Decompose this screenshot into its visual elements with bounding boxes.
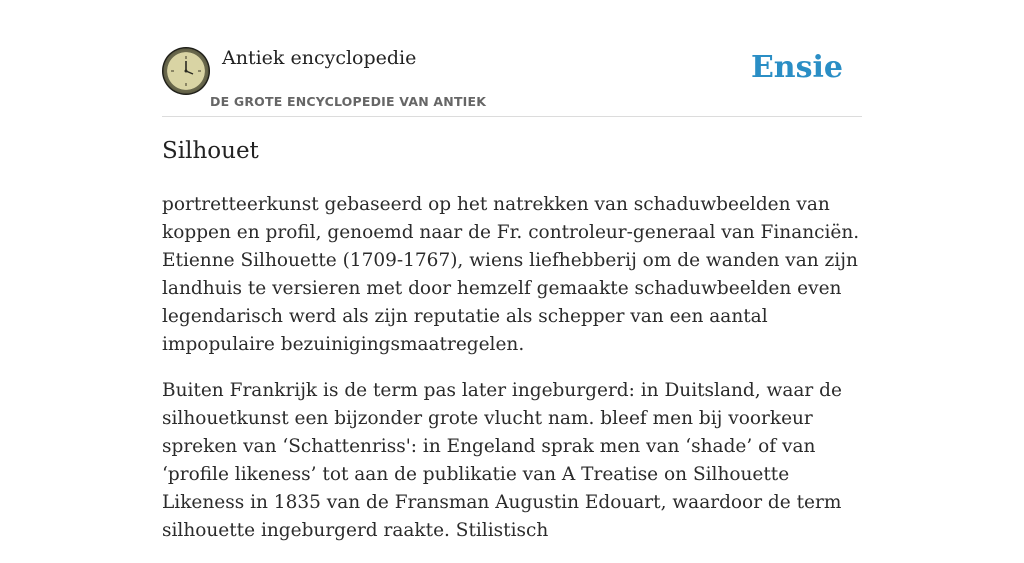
clock-icon[interactable]	[162, 47, 210, 95]
article-title: Silhouet	[162, 138, 259, 164]
article-content	[162, 191, 867, 563]
site-title[interactable]: Antiek encyclopedie	[222, 47, 417, 69]
site-header	[162, 40, 862, 117]
article-paragraph: portretteerkunst gebaseerd op het natrekken van schaduwbeelden van koppen en profil, genoemd naar de Fr. controleur-generaal van Financiën. Etienne Silhouette (1709-1767), wiens liefhebberij om de wanden van zijn landhuis te versieren met door hemzelf gemaakte schaduwbeelden even legendarisch werd als zijn reputatie als schepper van een aantal impopulaire bezuinigingsmaatregelen.	[162, 194, 860, 355]
article-paragraph: Buiten Frankrijk is de term pas later ingeburgerd: in Duitsland, waar de silhouetkunst een bijzonder grote vlucht nam. bleef men bij voorkeur spreken van ‘Schattenriss': in Engeland sprak men van ‘shade’ of van ‘profile likeness’ tot aan de publikatie van A Treatise on Silhouette Likeness in 1835 van de Fransman Augustin Edouart, waardoor de term silhouette ingeburgerd raakte. Stilistisch	[162, 380, 842, 541]
site-subtitle: DE GROTE ENCYCLOPEDIE VAN ANTIEK	[210, 94, 487, 109]
brand-logo-link[interactable]: Ensie	[750, 50, 843, 85]
